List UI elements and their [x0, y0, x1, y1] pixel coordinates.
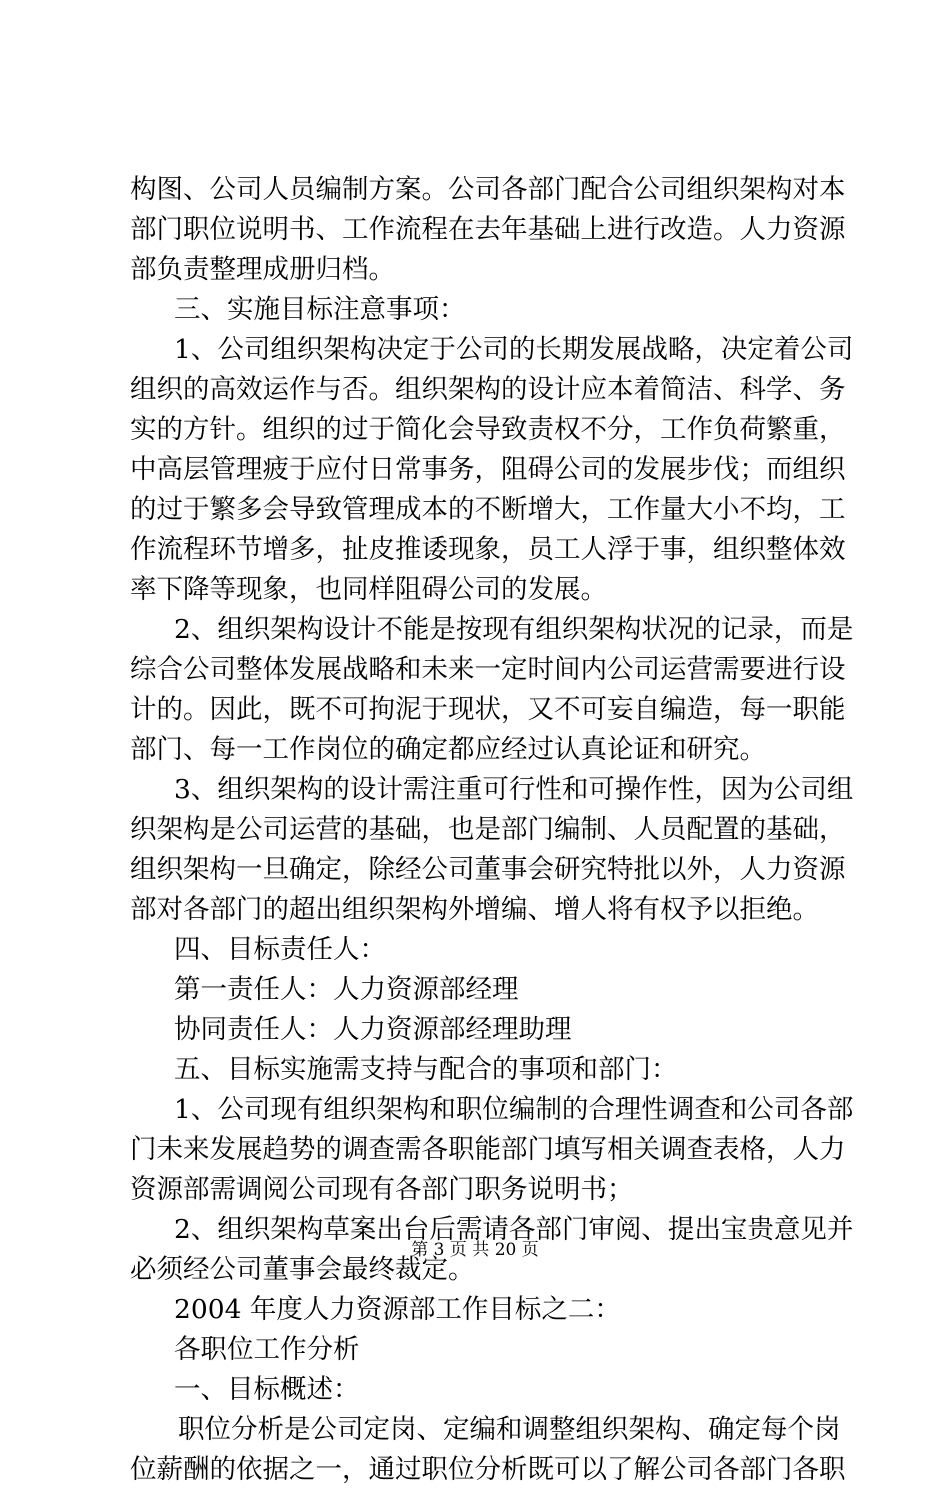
- text-line: 的过于繁多会导致管理成本的不断增大，工作量大小不均，工: [130, 494, 846, 525]
- text-line: 3、组织架构的设计需注重可行性和可操作性，因为公司组: [174, 774, 854, 805]
- text-line: 位薪酬的依据之一，通过职位分析既可以了解公司各部门各职: [130, 1454, 846, 1485]
- section-title: 2004 年度人力资源部工作目标之二：: [174, 1294, 621, 1325]
- text-line: 部对各部门的超出组织架构外增编、增人将有权予以拒绝。: [130, 894, 819, 925]
- text-line: 构图、公司人员编制方案。公司各部门配合公司组织架构对本: [130, 174, 846, 205]
- section-heading: 四、目标责任人：: [174, 934, 386, 965]
- text-line: 部门、每一工作岗位的确定都应经过认真论证和研究。: [130, 734, 766, 765]
- body-text: [130, 170, 854, 1490]
- text-line: 门未来发展趋势的调查需各职能部门填写相关调查表格，人力: [130, 1134, 846, 1165]
- section-heading: 一、目标概述：: [174, 1374, 360, 1405]
- section-title: 各职位工作分析: [174, 1334, 360, 1365]
- text-line: 综合公司整体发展战略和未来一定时间内公司运营需要进行设: [130, 654, 846, 685]
- text-line: 1、公司组织架构决定于公司的长期发展战略，决定着公司: [174, 334, 854, 365]
- text-line: 资源部需调阅公司现有各部门职务说明书；: [130, 1174, 634, 1205]
- text-line: 率下降等现象，也同样阻碍公司的发展。: [130, 574, 607, 605]
- page-footer: 第 3 页 共 20 页: [411, 1240, 539, 1260]
- text-line: 2、组织架构草案出台后需请各部门审阅、提出宝贵意见并: [174, 1214, 854, 1245]
- text-line: 组织架构一旦确定，除经公司董事会研究特批以外，人力资源: [130, 854, 846, 885]
- text-line: 部门职位说明书、工作流程在去年基础上进行改造。人力资源: [130, 214, 846, 245]
- text-line: 计的。因此，既不可拘泥于现状，又不可妄自编造，每一职能: [130, 694, 846, 725]
- section-heading: 三、实施目标注意事项：: [174, 294, 466, 325]
- text-line: 协同责任人：人力资源部经理助理: [174, 1014, 572, 1045]
- text-line: 职位分析是公司定岗、定编和调整组织架构、确定每个岗: [178, 1414, 841, 1445]
- text-line: 1、公司现有组织架构和职位编制的合理性调查和公司各部: [174, 1094, 854, 1125]
- text-line: 中高层管理疲于应付日常事务，阻碍公司的发展步伐；而组织: [130, 454, 846, 485]
- text-line: 必须经公司董事会最终裁定。: [130, 1254, 475, 1285]
- text-line: 实的方针。组织的过于简化会导致责权不分，工作负荷繁重，: [130, 414, 846, 445]
- text-line: 织架构是公司运营的基础，也是部门编制、人员配置的基础，: [130, 814, 846, 845]
- text-line: 2、组织架构设计不能是按现有组织架构状况的记录，而是: [174, 614, 854, 645]
- section-heading: 五、目标实施需支持与配合的事项和部门：: [174, 1054, 678, 1085]
- text-line: 第一责任人：人力资源部经理: [174, 974, 519, 1005]
- text-line: 作流程环节增多，扯皮推诿现象，员工人浮于事，组织整体效: [130, 534, 846, 565]
- text-line: 部负责整理成册归档。: [130, 254, 395, 285]
- text-line: 组织的高效运作与否。组织架构的设计应本着简洁、科学、务: [130, 374, 846, 405]
